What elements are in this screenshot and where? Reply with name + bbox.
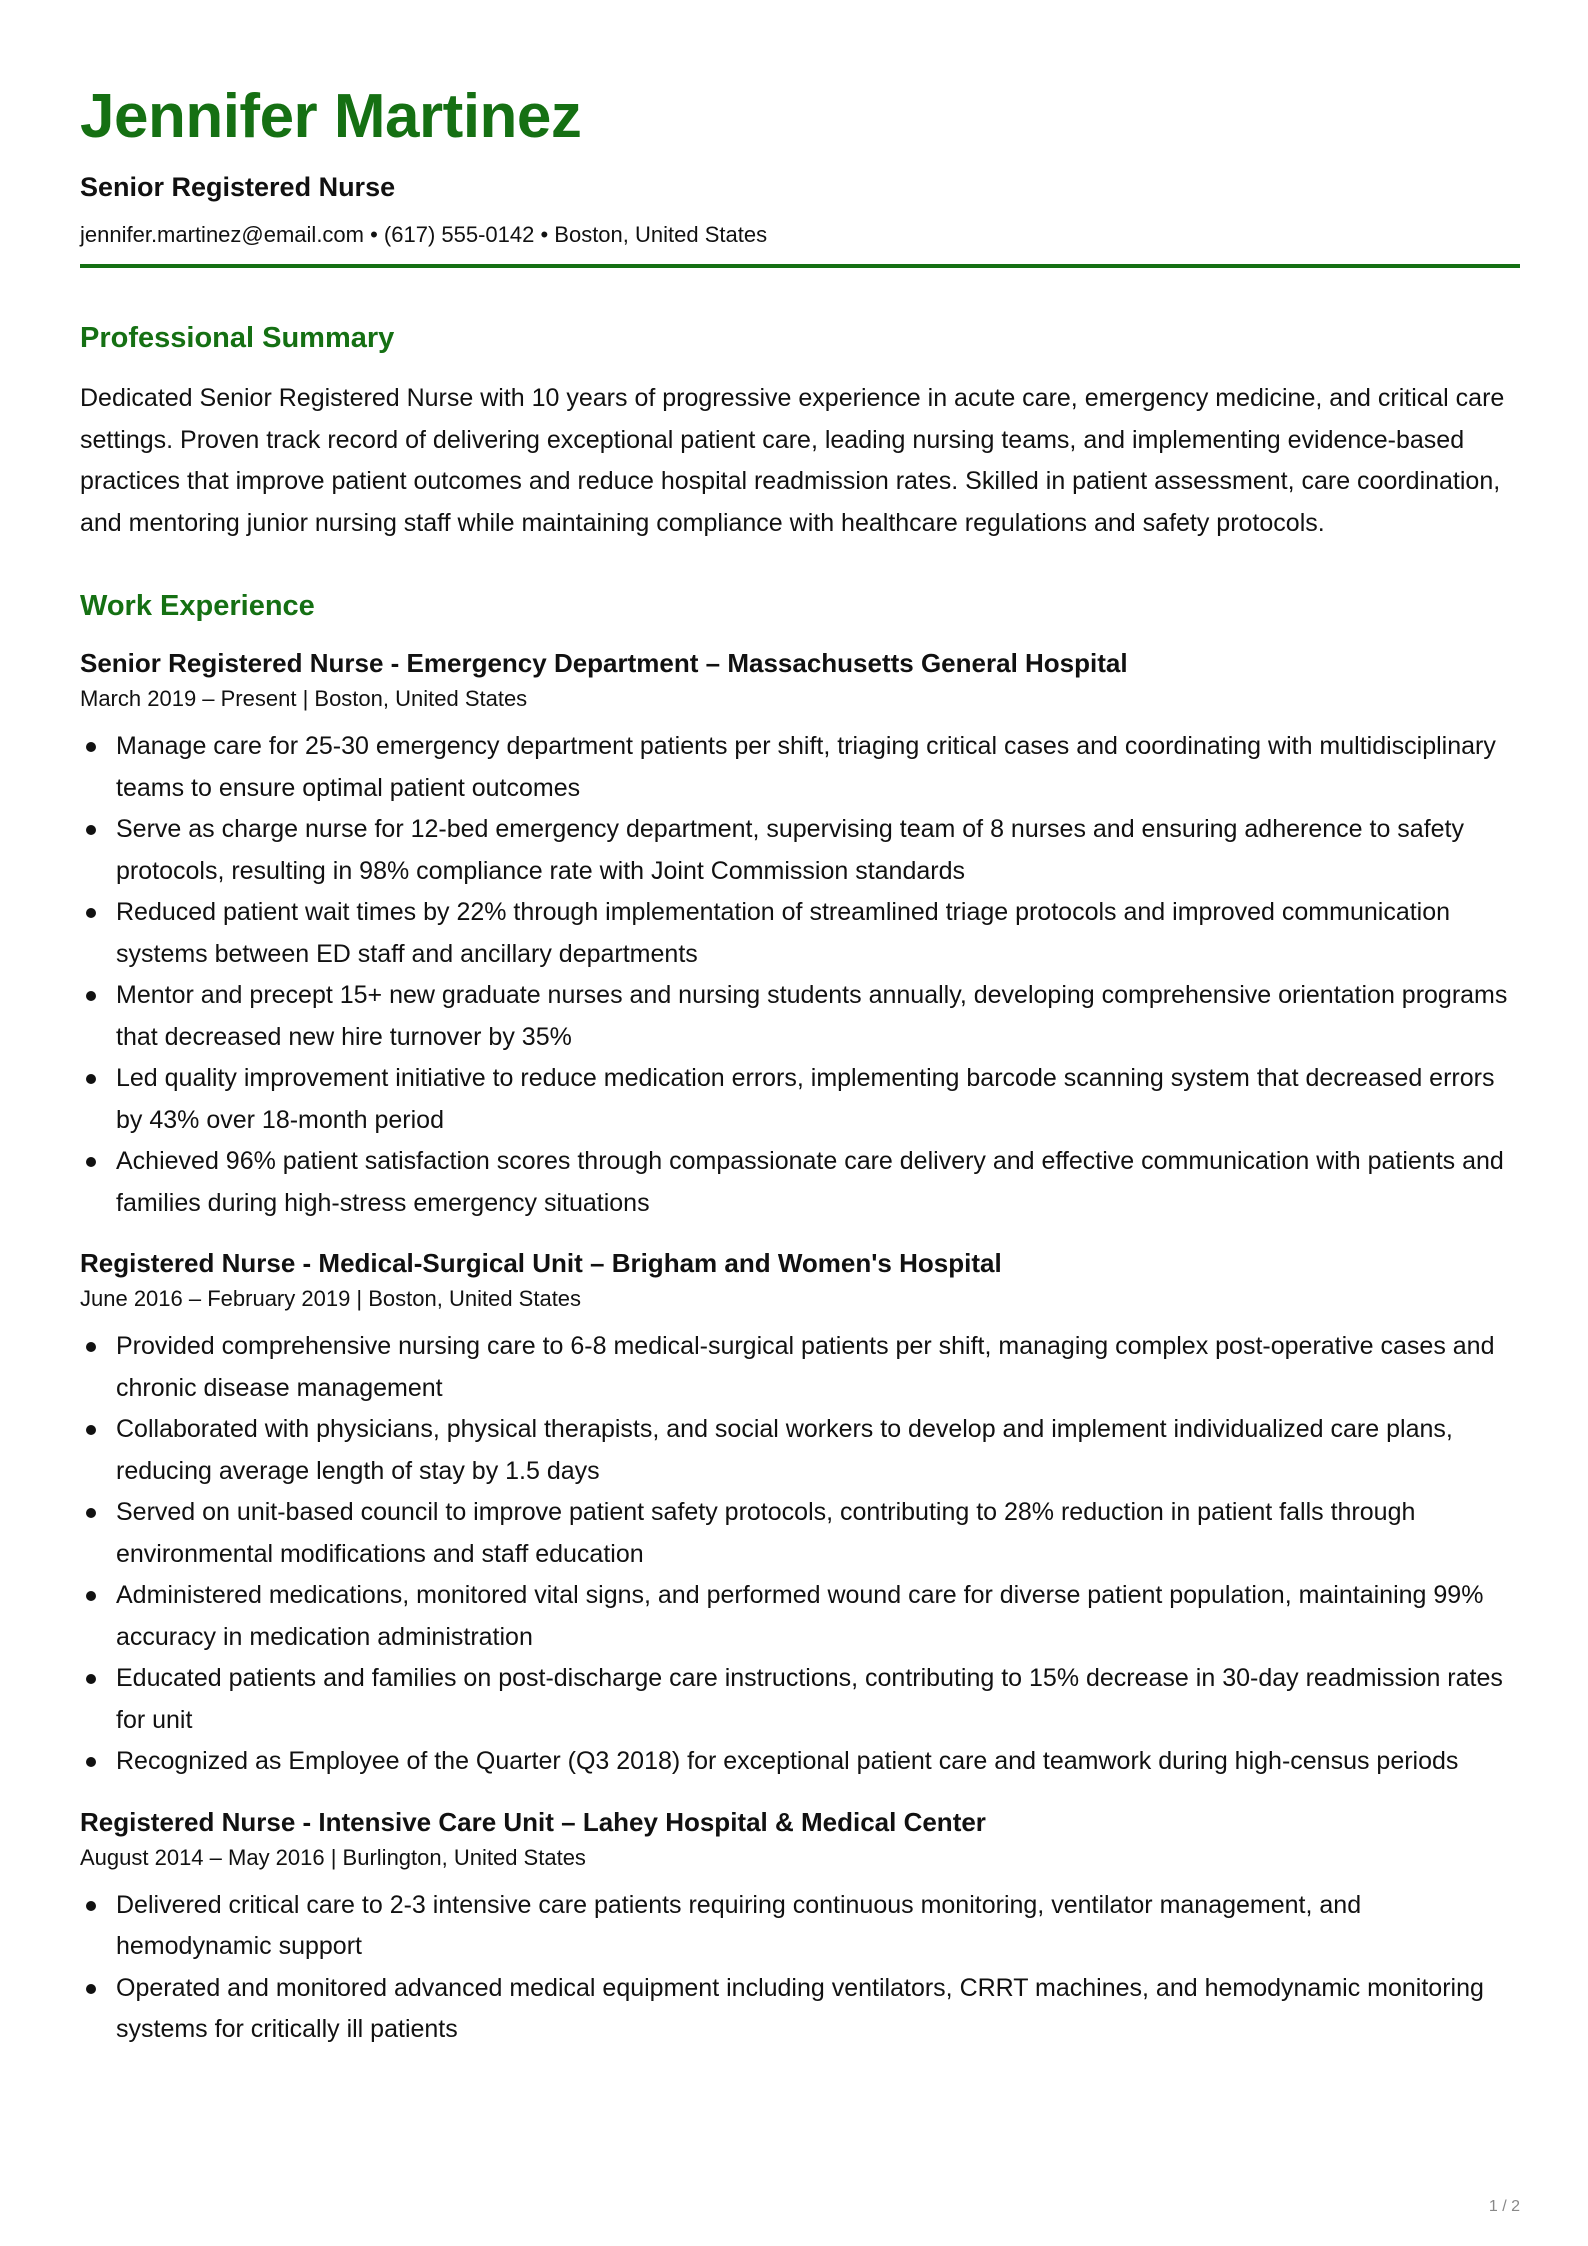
job-entry: [80, 646, 1520, 1224]
bullet-item: [80, 726, 1520, 809]
job-meta: March 2019 – Present | Boston, United States: [80, 686, 528, 711]
page-number: 1 / 2: [1488, 2198, 1520, 2215]
bullet-text: Serve as charge nurse for 12-bed emergency department, supervising team of 8 nurses and ensuring adherence to safety protocols, resulting in 98% compliance rate with Joint Commission standards: [116, 815, 1464, 885]
summary-heading: Professional Summary: [80, 322, 395, 354]
bullet-icon: [86, 1757, 96, 1767]
candidate-title: Senior Registered Nurse: [80, 172, 396, 202]
bullet-icon: [86, 742, 96, 752]
job-entry: [80, 1246, 1520, 1783]
bullet-text: Recognized as Employee of the Quarter (Q3 2018) for exceptional patient care and teamwork during high-census periods: [116, 1747, 1459, 1775]
job-meta: August 2014 – May 2016 | Burlington, United States: [80, 1844, 586, 1870]
contact-line: jennifer.martinez@email.com • (617) 555-0142 • Boston, United States: [80, 222, 768, 247]
bullet-text: Educated patients and families on post-discharge care instructions, contributing to 15% decrease in 30-day readmission rates for unit: [116, 1664, 1503, 1734]
header-divider: [80, 264, 1520, 268]
job-entry: [80, 1805, 1520, 2051]
bullet-item: [80, 809, 1520, 892]
job-bullets: [80, 726, 1520, 1224]
bullet-item: [80, 1058, 1520, 1141]
bullet-item: [80, 1885, 1520, 1968]
bullet-icon: [86, 908, 96, 918]
bullet-item: [80, 1658, 1520, 1741]
bullet-text: Mentor and precept 15+ new graduate nurses and nursing students annually, developing comprehensive orientation programs that decreased new hire turnover by 35%: [116, 981, 1508, 1051]
bullet-text: Delivered critical care to 2-3 intensive care patients requiring continuous monitoring, ventilator management, and hemodynamic support: [116, 1890, 1362, 1960]
bullet-text: Collaborated with physicians, physical therapists, and social workers to develop and implement individualized care plans, reducing average length of stay by 1.5 days: [116, 1415, 1453, 1485]
job-title: Senior Registered Nurse - Emergency Department – Massachusetts General Hospital: [80, 648, 1128, 678]
job-title: Registered Nurse - Medical-Surgical Unit – Brigham and Women's Hospital: [80, 1248, 1002, 1278]
bullet-item: [80, 1409, 1520, 1492]
bullet-item: [80, 1326, 1520, 1409]
bullet-icon: [86, 1984, 96, 1994]
experience-heading: Work Experience: [80, 590, 315, 622]
bullet-icon: [86, 1157, 96, 1167]
bullet-text: Administered medications, monitored vital signs, and performed wound care for diverse patient population, maintaining 99% accuracy in medication administration: [116, 1581, 1484, 1651]
bullet-item: [80, 1575, 1520, 1658]
bullet-text: Achieved 96% patient satisfaction scores through compassionate care delivery and effective communication with patients and families during high-stress emergency situations: [116, 1147, 1504, 1217]
candidate-name: Jennifer Martinez: [80, 82, 582, 151]
job-bullets: [80, 1885, 1520, 2051]
bullet-item: [80, 975, 1520, 1058]
bullet-text: Provided comprehensive nursing care to 6-8 medical-surgical patients per shift, managing complex post-operative cases and chronic disease management: [116, 1332, 1495, 1402]
bullet-icon: [86, 825, 96, 835]
bullet-text: Served on unit-based council to improve patient safety protocols, contributing to 28% reduction in patient falls through environmental modifications and staff education: [116, 1498, 1416, 1568]
bullet-icon: [86, 1674, 96, 1684]
bullet-item: [80, 1141, 1520, 1224]
bullet-icon: [86, 1074, 96, 1084]
bullet-icon: [86, 991, 96, 1001]
summary-text: Dedicated Senior Registered Nurse with 10 years of progressive experience in acute care, emergency medicine, and critical care settings. Proven track record of delivering exceptional patient care, leading nursing teams, and implementing evidence-based practices that improve patient outcomes and reduce hospital readmission rates. Skilled in patient assessment, care coordination, and mentoring junior nursing staff while maintaining compliance with healthcare regulations and safety protocols.: [80, 384, 1505, 537]
job-bullets: [80, 1326, 1520, 1783]
bullet-icon: [86, 1508, 96, 1518]
job-title: Registered Nurse - Intensive Care Unit – Lahey Hospital & Medical Center: [80, 1806, 986, 1837]
resume-content: [80, 78, 1520, 2051]
bullet-item: [80, 892, 1520, 975]
bullet-item: [80, 1492, 1520, 1575]
bullet-text: Led quality improvement initiative to reduce medication errors, implementing barcode scanning system that decreased errors by 43% over 18-month period: [116, 1064, 1495, 1134]
bullet-icon: [86, 1342, 96, 1352]
bullet-text: Operated and monitored advanced medical equipment including ventilators, CRRT machines, and hemodynamic monitoring systems for critically ill patients: [116, 1973, 1484, 2043]
bullet-icon: [86, 1901, 96, 1911]
bullet-item: [80, 1968, 1520, 2051]
bullet-text: Reduced patient wait times by 22% through implementation of streamlined triage protocols and improved communication systems between ED staff and ancillary departments: [116, 898, 1451, 968]
bullet-icon: [86, 1591, 96, 1601]
bullet-icon: [86, 1425, 96, 1435]
bullet-text: Manage care for 25-30 emergency department patients per shift, triaging critical cases and coordinating with multidisciplinary teams to ensure optimal patient outcomes: [116, 732, 1496, 802]
job-meta: June 2016 – February 2019 | Boston, United States: [80, 1286, 582, 1311]
bullet-item: [80, 1741, 1520, 1783]
